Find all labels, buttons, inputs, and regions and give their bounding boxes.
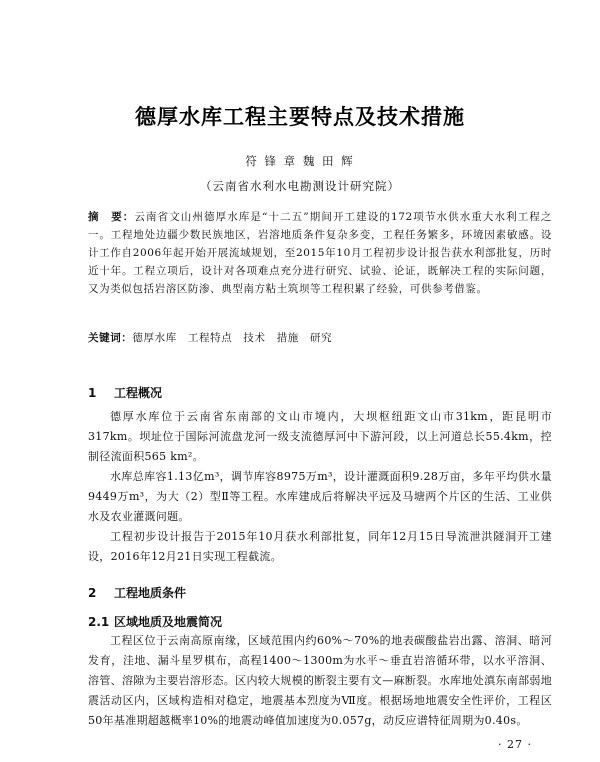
keywords	[88, 329, 552, 347]
section-2-heading	[88, 584, 186, 601]
keywords-text: 德厚水库 工程特点 技术 措施 研究	[132, 332, 333, 344]
section-2-1-heading	[88, 613, 222, 630]
section-number: 2.1	[88, 615, 110, 629]
affiliation: （云南省水利水电勘测设计研究院）	[200, 179, 400, 193]
paragraph: 水库总库容1.13亿m³，调节库容8975万m³，设计灌溉面积9.28万亩，多年平均供水量9449万m³，为大（2）型Ⅱ等工程。水库建成后将解决平远及马塘两个片区的生活、工业供水及农业灌溉问题。	[88, 470, 552, 523]
page-number: · 27 ·	[498, 738, 532, 751]
section-title: 区域地质及地震简况	[114, 615, 223, 629]
section-1-heading	[88, 384, 162, 401]
section-number: 1	[88, 386, 97, 400]
abstract-label: 摘 要：	[88, 211, 135, 223]
section-title: 工程地质条件	[114, 586, 187, 600]
paragraph: 工程区位于云南高原南缘，区域范围内约60%～70%的地表碳酸盐岩出露、溶洞、暗河发育，洼地、漏斗星罗棋布，高程1400～1300m为水平～垂直岩溶循环带，以水平溶洞、溶管、溶隙为主要岩溶形态。区内较大规模的断裂主要有文—麻断裂。水库地处滇东南部弱地震活动区内，区域构造相对稳定，地震基本烈度为Ⅶ度。根据场地地震安全性评价，工程区50年基准期超越概率10%的地震动峰值加速度为0.057g，动反应谱特征周期为0.40s。	[88, 634, 552, 727]
abstract	[88, 208, 552, 298]
keywords-label: 关键词：	[88, 332, 133, 344]
paragraph: 工程初步设计报告于2015年10月获水利部批复，同年12月15日导流泄洪隧洞开工建设，2016年12月21日实现工程截流。	[88, 530, 552, 563]
abstract-text: 云南省文山州德厚水库是“十二五”期间开工建设的172项节水供水重大水利工程之一。工程地处边疆少数民族地区，岩溶地质条件复杂多变，工程任务繁多，环境因素敏感。设计工作自2006年起开始开展流域规划，至2015年10月工程初步设计报告获水利部批复，历时近十年。工程立项后，设计对各项难点充分进行研究、试验、论证，既解决工程的实际问题，又为类似包括岩溶区防渗、典型南方粘土筑坝等工程积累了经验，可供参考借鉴。	[88, 211, 552, 295]
section-number: 2	[88, 586, 97, 600]
paper-title: 德厚水库工程主要特点及技术措施	[135, 105, 465, 129]
section-title: 工程概况	[114, 386, 163, 400]
paragraph: 德厚水库位于云南省东南部的文山市境内，大坝枢纽距文山市31km，距昆明市317km。坝址位于国际河流盘龙河一级支流德厚河中下游河段，以上河道总长55.4km，控制径流面积565 km²。	[88, 410, 552, 463]
author-list: 符 锋 章 魏 田 辉	[245, 154, 355, 168]
